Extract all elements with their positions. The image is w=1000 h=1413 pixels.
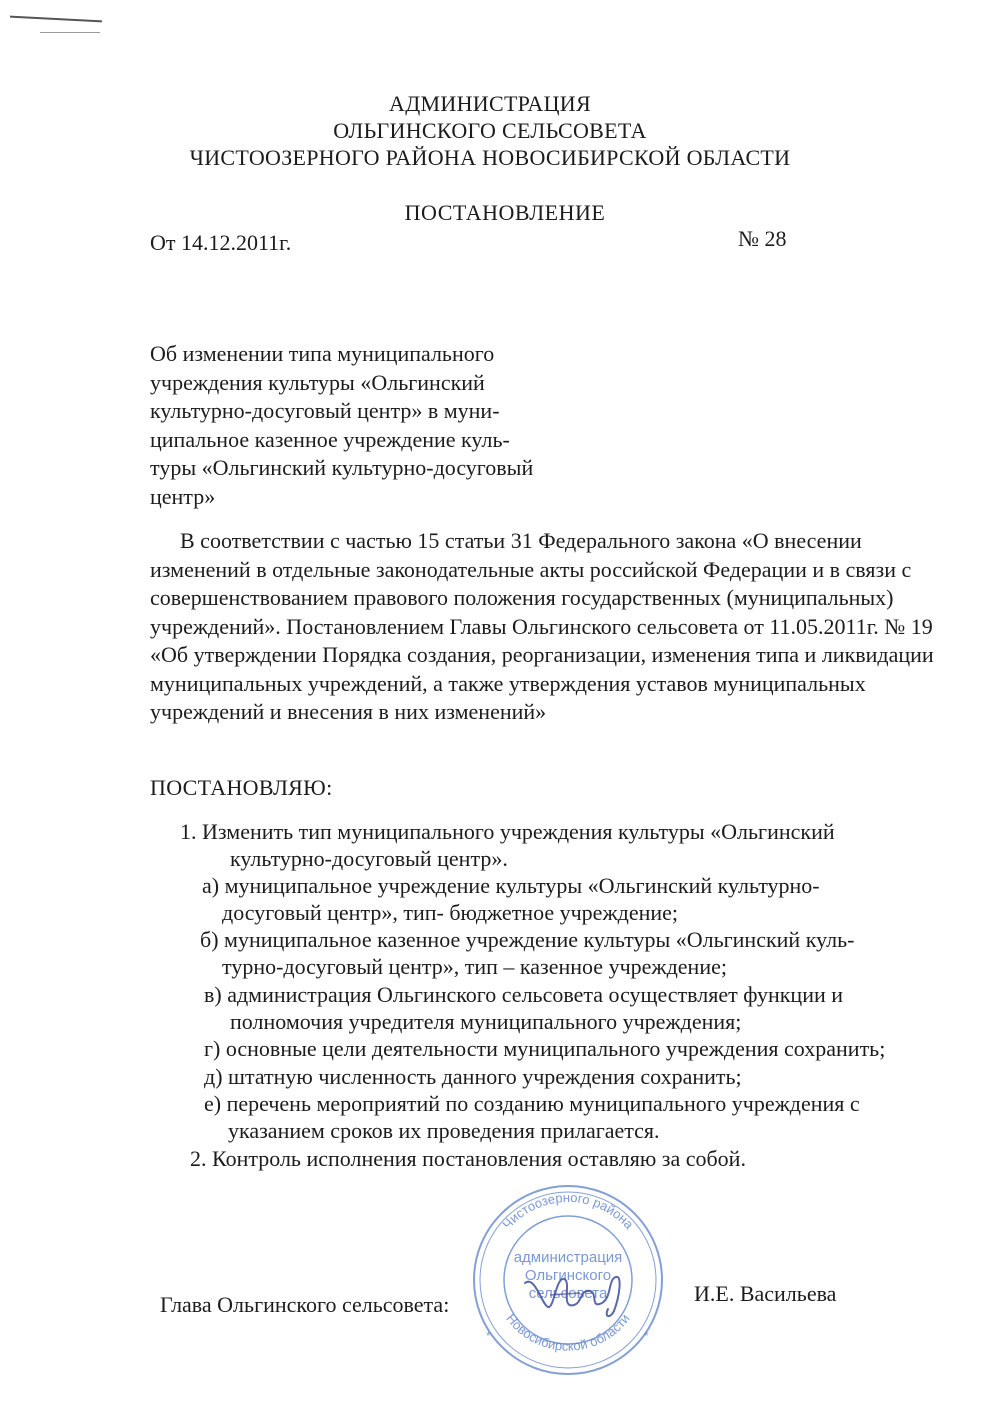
list-item: культурно-досуговый центр». (230, 846, 508, 871)
header-line: ЧИСТООЗЕРНОГО РАЙОНА НОВОСИБИРСКОЙ ОБЛАСТИ (189, 145, 791, 170)
document-date: От 14.12.2011г. (150, 230, 292, 255)
document-preamble: В соответствии с частью 15 статьи 31 Федерального закона «О внесении изменений в отдельные законодательные акты российской Федерации и в связи с совершенствованием правового положения государственных (муниципальных) учреждений». Постановлением Главы Ольгинского сельсовета от 11.05.2011г. № 19 «Об утверждении Порядка создания, реорганизации, изменения типа и ликвидации муниципальных учреждений, а также утверждения уставов муниципальных учреждений и внесения в них изменений» (150, 528, 934, 724)
list-item: досуговый центр», тип- бюджетное учреждение; (222, 900, 679, 925)
stamp-star-icon: * (486, 1329, 491, 1343)
document-header (0, 90, 980, 171)
svg-text:Чистоозерного района (499, 1190, 637, 1232)
list-item: турно-досуговый центр», тип – казенное учреждение; (222, 954, 727, 979)
list-item: 2. Контроль исполнения постановления оставляю за собой. (190, 1146, 746, 1171)
scan-artifact (40, 32, 100, 33)
header-line: АДМИНИСТРАЦИЯ (389, 91, 591, 116)
list-item: б) муниципальное казенное учреждение культуры «Ольгинский куль- (200, 927, 855, 952)
stamp-outer-bottom-text: Новосибирской области (503, 1310, 633, 1354)
list-item: полномочия учредителя муниципального учреждения; (230, 1009, 742, 1034)
stamp-outer-top-text: Чистоозерного района (499, 1189, 637, 1232)
signatory-title: Глава Ольгинского сельсовета: (160, 1292, 450, 1317)
signatory-name: И.Е. Васильева (694, 1281, 837, 1306)
stamp-star-icon: * (644, 1329, 649, 1343)
decree-word: ПОСТАНОВЛЯЮ: (150, 775, 333, 800)
header-line: ОЛЬГИНСКОГО СЕЛЬСОВЕТА (333, 118, 647, 143)
stamp-inner-text: сельсовета (528, 1285, 608, 1302)
list-item: г) основные цели деятельности муниципального учреждения сохранить; (204, 1036, 886, 1061)
stamp-inner-text: администрация (513, 1249, 623, 1266)
document-subject: Об изменении типа муниципального учреждения культуры «Ольгинский культурно-досуговый центр» в муни- ципальное казенное учреждение куль- туры «Ольгинский культурно-досуговый центр» (150, 341, 534, 509)
list-item: д) штатную численность данного учреждения сохранить; (204, 1064, 742, 1089)
document-type: ПОСТАНОВЛЕНИЕ (404, 200, 606, 225)
document-number: № 28 (738, 226, 787, 251)
handwritten-signature (520, 1265, 630, 1320)
list-item: а) муниципальное учреждение культуры «Ольгинский культурно- (202, 873, 820, 898)
stamp-inner-text: Ольгинского (524, 1267, 612, 1284)
list-item: указанием сроков их проведения прилагается. (228, 1118, 660, 1143)
list-item: е) перечень мероприятий по созданию муниципального учреждения с (204, 1091, 860, 1116)
scan-artifact (10, 16, 102, 23)
list-item: 1. Изменить тип муниципального учреждения культуры «Ольгинский (180, 819, 835, 844)
list-item: в) администрация Ольгинского сельсовета осуществляет функции и (204, 982, 844, 1007)
